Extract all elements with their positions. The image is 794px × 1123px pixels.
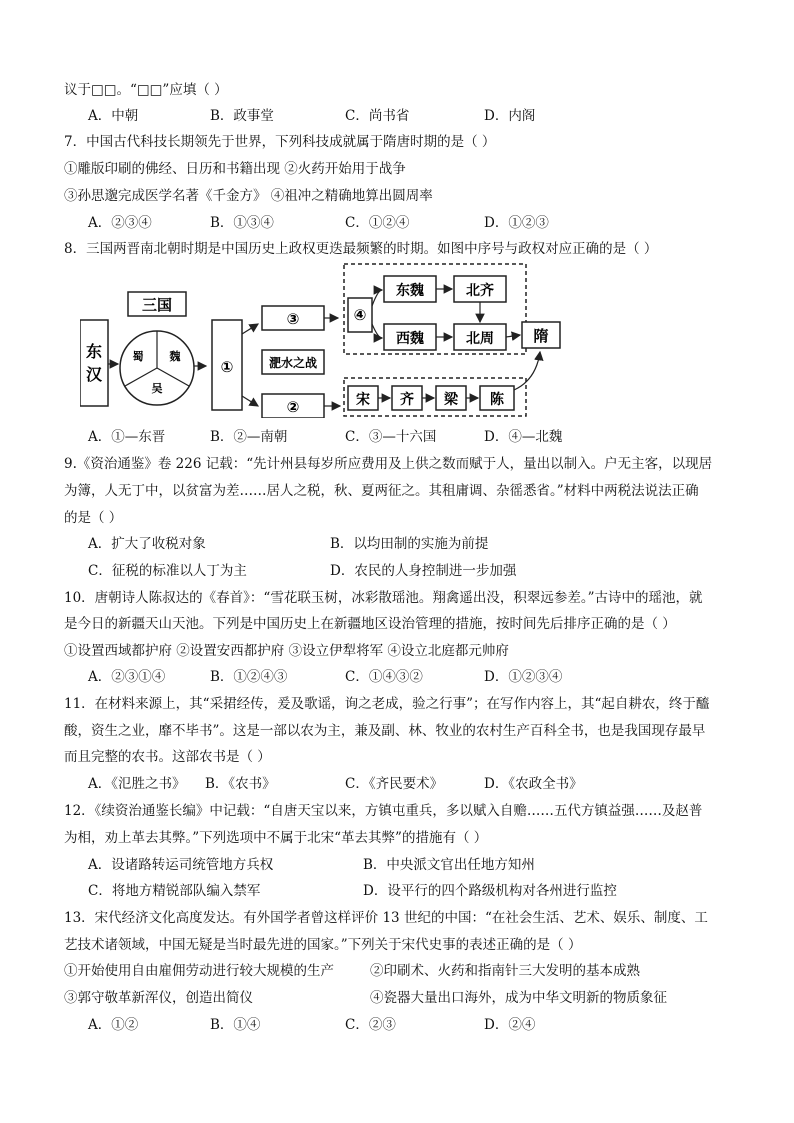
arrow-chen-sui [514,352,540,390]
q10-line2: 是今日的新疆天山天池。下列是中国历史上在新疆地区设治管理的措施，按时间先后排序正确的是（ ） [64,616,676,632]
q7-option-d: D．①②③ [484,215,549,231]
q9-option-c: C．征税的标准以人丁为主 [88,563,247,579]
q9-option-b: B．以均田制的实施为前提 [330,536,489,552]
donghan-label-1: 东 [85,342,103,361]
q11-line3: 而且完整的农书。这部农书是（ ） [64,749,271,765]
q9-line1: 9.《资治通鉴》卷 226 记载：“先计州县每岁所应费用及上供之数而赋于人，量出以制入。户无主客，以现居 [64,456,713,472]
q7-items-line1: ①雕版印刷的佛经、日历和书籍出现 ②火药开始用于战争 [64,161,406,177]
q10-option-c: C．①④③② [345,669,423,685]
liang-label: 梁 [444,392,458,408]
q11-line2: 酸，资生之业，靡不毕书”。这是一部以农为主，兼及副、林、牧业的农村生产百科全书，也是我国现存最早 [64,723,706,739]
q12-line2: 为相，劝上革去其弊。”下列选项中不属于北宋“革去其弊”的措施有（ ） [64,830,488,846]
q13-option-c: C．②③ [345,1017,396,1033]
q11-option-c: C．《齐民要术》 [345,776,444,792]
q13-item-3: ③郭守敬革新浑仪，创造出简仪 [64,990,253,1006]
arrow-1-2 [242,396,258,406]
wei-label: 魏 [169,350,181,363]
feishui-label: 淝水之战 [268,356,318,370]
q12-option-d: D．设平行的四个路级机构对各州进行监控 [363,883,617,899]
q13-line2: 艺技术诸领域，中国无疑是当时最先进的国家。”下列关于宋代史事的表述正确的是（ ） [64,937,582,953]
shu-label: 蜀 [132,350,144,363]
q8-stem: 8．三国两晋南北朝时期是中国历史上政权更迭最频繁的时期。如图中序号与政权对应正确的是（ ） [64,241,658,257]
q12-option-c: C．将地方精锐部队编入禁军 [88,883,261,899]
q9-line3: 的是（ ） [64,510,123,526]
label-4: ④ [353,306,367,324]
dongwei-label: 东魏 [396,283,424,299]
beiqi-label: 北齐 [466,283,494,299]
donghan-label-2: 汉 [85,365,103,384]
q8-option-d: D．④—北魏 [484,429,563,445]
q13-option-a: A．①② [88,1017,139,1033]
q9-option-d: D．农民的人身控制进一步加强 [330,563,517,579]
q7-option-c: C．①②④ [345,215,410,231]
q12-option-a: A．设诸路转运司统管地方兵权 [88,857,274,873]
sui-label: 隋 [533,327,549,345]
q13-item-4: ④瓷器大量出口海外，成为中华文明新的物质象征 [370,990,667,1006]
regime-succession-diagram [80,262,590,418]
q13-item-2: ②印刷术、火药和指南针三大发明的基本成熟 [370,963,640,979]
song-label: 宋 [356,392,370,408]
q7-stem: 7．中国古代科技长期领先于世界，下列科技成就属于隋唐时期的是（ ） [64,134,496,150]
label-3: ③ [286,310,300,328]
beizhou-label: 北周 [466,331,494,347]
q12-option-b: B．中央派文官出任地方知州 [363,857,535,873]
q10-option-a: A．②③①④ [88,669,166,685]
q10-items: ①设置西域都护府 ②设置安西都护府 ③设立伊犁将军 ④设立北庭都元帅府 [64,643,509,659]
donghan-box [80,320,108,406]
q6-option-d: D．内阁 [484,108,536,124]
q6-stem-end: 议于□□。“□□”应填（ ） [64,82,228,98]
q11-option-a: A．《氾胜之书》 [88,776,186,792]
q10-line1: 10．唐朝诗人陈叔达的《春首》：“雪花联玉树，冰彩散瑶池。翔禽遥出没，积翠远参差。”古诗中的瑶池，就 [64,590,703,606]
q8-option-b: B．②—南朝 [210,429,288,445]
q13-line1: 13．宋代经济文化高度发达。有外国学者曾这样评价 13 世纪的中国：“在社会生活、艺术、娱乐、制度、工 [64,910,708,926]
q7-items-line2: ③孙思邈完成医学名著《千金方》 ④祖冲之精确地算出圆周率 [64,188,433,204]
q11-line1: 11．在材料来源上，其“采捃经传，爰及歌谣，询之老成，验之行事”；在写作内容上，其“起自耕农，终于醯 [64,696,710,712]
q8-option-c: C．③—十六国 [345,429,437,445]
q11-option-d: D．《农政全书》 [484,776,583,792]
q10-option-d: D．①②③④ [484,669,563,685]
label-1: ① [220,358,234,376]
q9-line2: 为簿，人无丁中，以贫富为差……居人之税，秋、夏两征之。其租庸调、杂徭悉省。”材料中两税法说法正确 [64,483,699,499]
arrow-1-3 [242,324,258,334]
wu-label: 吴 [151,382,163,395]
xiwei-label: 西魏 [396,331,424,347]
q8-option-a: A．①—东晋 [88,429,166,445]
q6-option-a: A．中朝 [88,108,139,124]
q13-item-1: ①开始使用自由雇佣劳动进行较大规模的生产 [64,963,334,979]
q12-line1: 12．《续资治通鉴长编》中记载：“自唐天宝以来，方镇屯重兵，多以赋入自赡……五代方镇益强……及赵普 [64,803,703,819]
q6-option-b: B．政事堂 [210,108,274,124]
chen-label: 陈 [490,392,504,408]
q11-option-b: B．《农书》 [205,776,276,792]
q13-option-b: B．①④ [210,1017,261,1033]
qi-label: 齐 [400,392,414,408]
q7-option-a: A．②③④ [88,215,152,231]
q6-option-c: C．尚书省 [345,108,410,124]
q10-option-b: B．①②④③ [210,669,288,685]
q13-option-d: D．②④ [484,1017,536,1033]
q7-option-b: B．①③④ [210,215,274,231]
label-2: ② [286,398,300,416]
q9-option-a: A．扩大了收税对象 [88,536,206,552]
sanguo-label: 三国 [141,296,173,314]
